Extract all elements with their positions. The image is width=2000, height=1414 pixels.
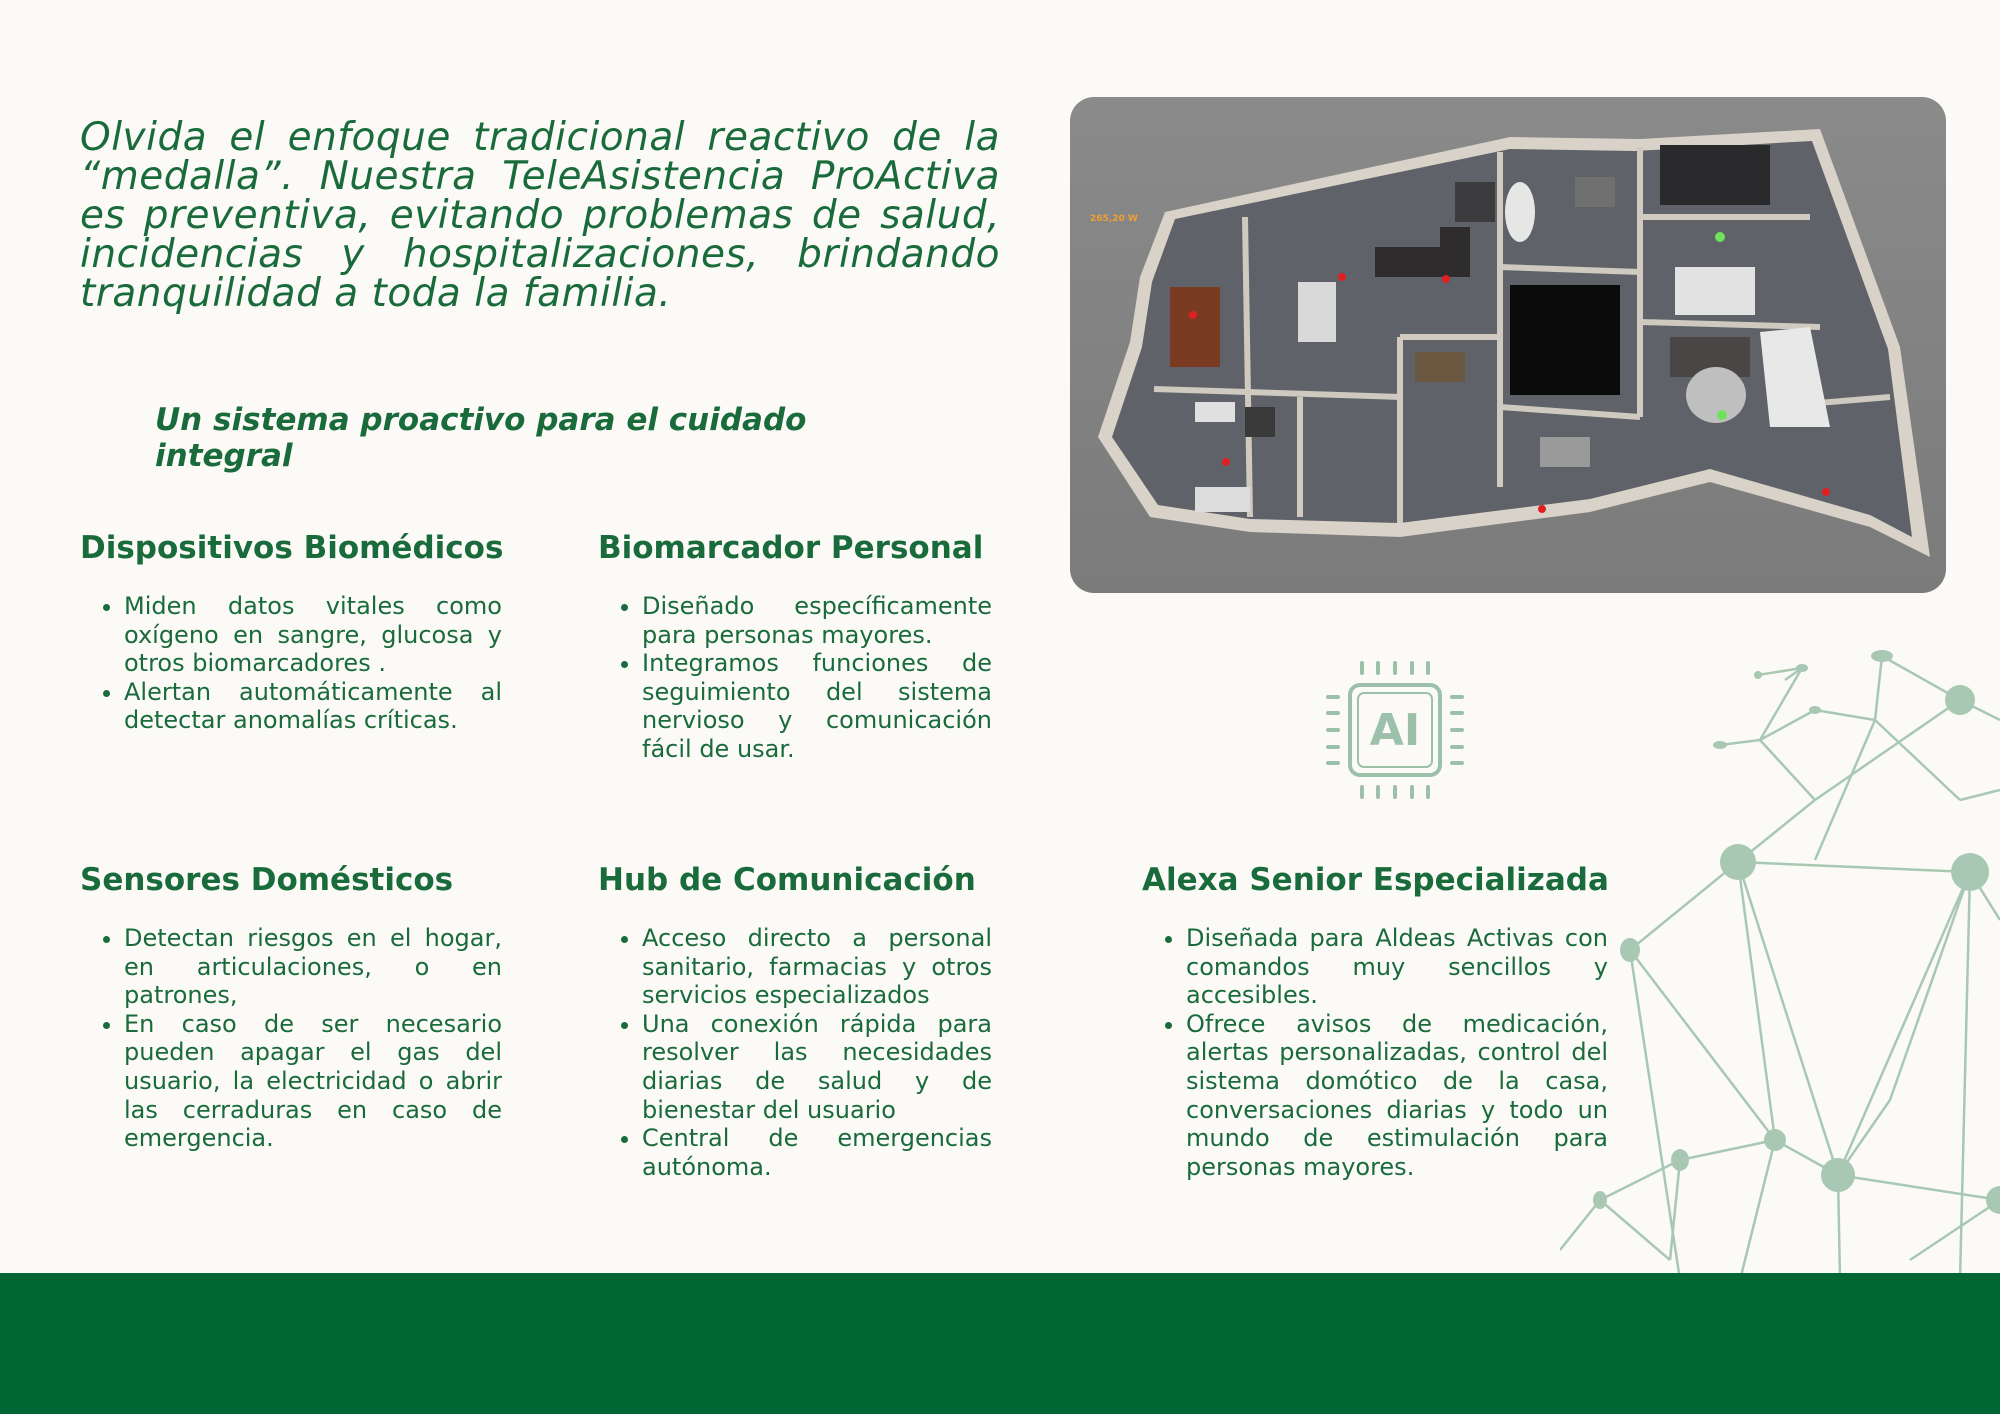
feature-bullet: • Central de emergencias autónoma. [642, 1124, 992, 1181]
feature-bullet: • Detectan riesgos en el hogar, en articulaciones, o en patrones, [124, 924, 502, 1010]
section-subtitle: Un sistema proactivo para el cuidado integral [155, 402, 807, 474]
feature-title: Sensores Domésticos [80, 862, 454, 898]
feature-bullet: • Integramos funciones de seguimiento del sistema nervioso y comunicación fácil de usar. [642, 649, 992, 763]
feature-bullets [80, 592, 502, 735]
feature-bullet: • Acceso directo a personal sanitario, farmacias y otros servicios especializados [642, 924, 992, 1010]
feature-title: Dispositivos Biomédicos [80, 530, 504, 566]
feature-title: Hub de Comunicación [598, 862, 976, 898]
floorplan-image [1070, 97, 1946, 593]
feature-bullet: • Diseñada para Aldeas Activas con comandos muy sencillos y accesibles. [1186, 924, 1608, 1010]
feature-bullet: • Una conexión rápida para resolver las necesidades diarias de salud y de bienestar del usuario [642, 1010, 992, 1124]
power-readout: 265,20 W [1090, 214, 1138, 224]
feature-bullet: • Miden datos vitales como oxígeno en sangre, glucosa y otros biomarcadores . [124, 592, 502, 678]
feature-hub-comunicacion [598, 862, 992, 1181]
feature-bullets [598, 592, 992, 764]
feature-biomarcador-personal [598, 530, 992, 764]
feature-bullets [598, 924, 992, 1181]
feature-bullet: • Diseñado específicamente para personas mayores. [642, 592, 992, 649]
feature-title: Alexa Senior Especializada [1142, 862, 1609, 898]
feature-sensores-domesticos [80, 862, 502, 1153]
ai-chip-icon [1320, 655, 1470, 805]
feature-bullets [80, 924, 502, 1153]
intro-paragraph: Olvida el enfoque tradicional reactivo de la “medalla”. Nuestra TeleAsistencia ProActiva es preventiva, evitando problemas de salud, incidencias y hospitalizaciones, brindando tranquilidad a toda la familia. [80, 115, 1000, 316]
network-graphic [1560, 620, 2000, 1280]
feature-bullets [1142, 924, 1608, 1181]
feature-dispositivos-biomedicos [80, 530, 502, 735]
feature-bullet: • Alertan automáticamente al detectar anomalías críticas. [124, 678, 502, 735]
feature-alexa-senior [1142, 862, 1608, 1181]
footer-band [0, 1273, 2000, 1414]
ai-chip-label: AI [1369, 705, 1421, 756]
feature-bullet: • En caso de ser necesario pueden apagar el gas del usuario, la electricidad o abrir las cerraduras en caso de emergencia. [124, 1010, 502, 1153]
feature-bullet: • Ofrece avisos de medicación, alertas personalizadas, control del sistema domótico de la casa, conversaciones diarias y todo un mundo de estimulación para personas mayores. [1186, 1010, 1608, 1182]
feature-title: Biomarcador Personal [598, 530, 984, 566]
